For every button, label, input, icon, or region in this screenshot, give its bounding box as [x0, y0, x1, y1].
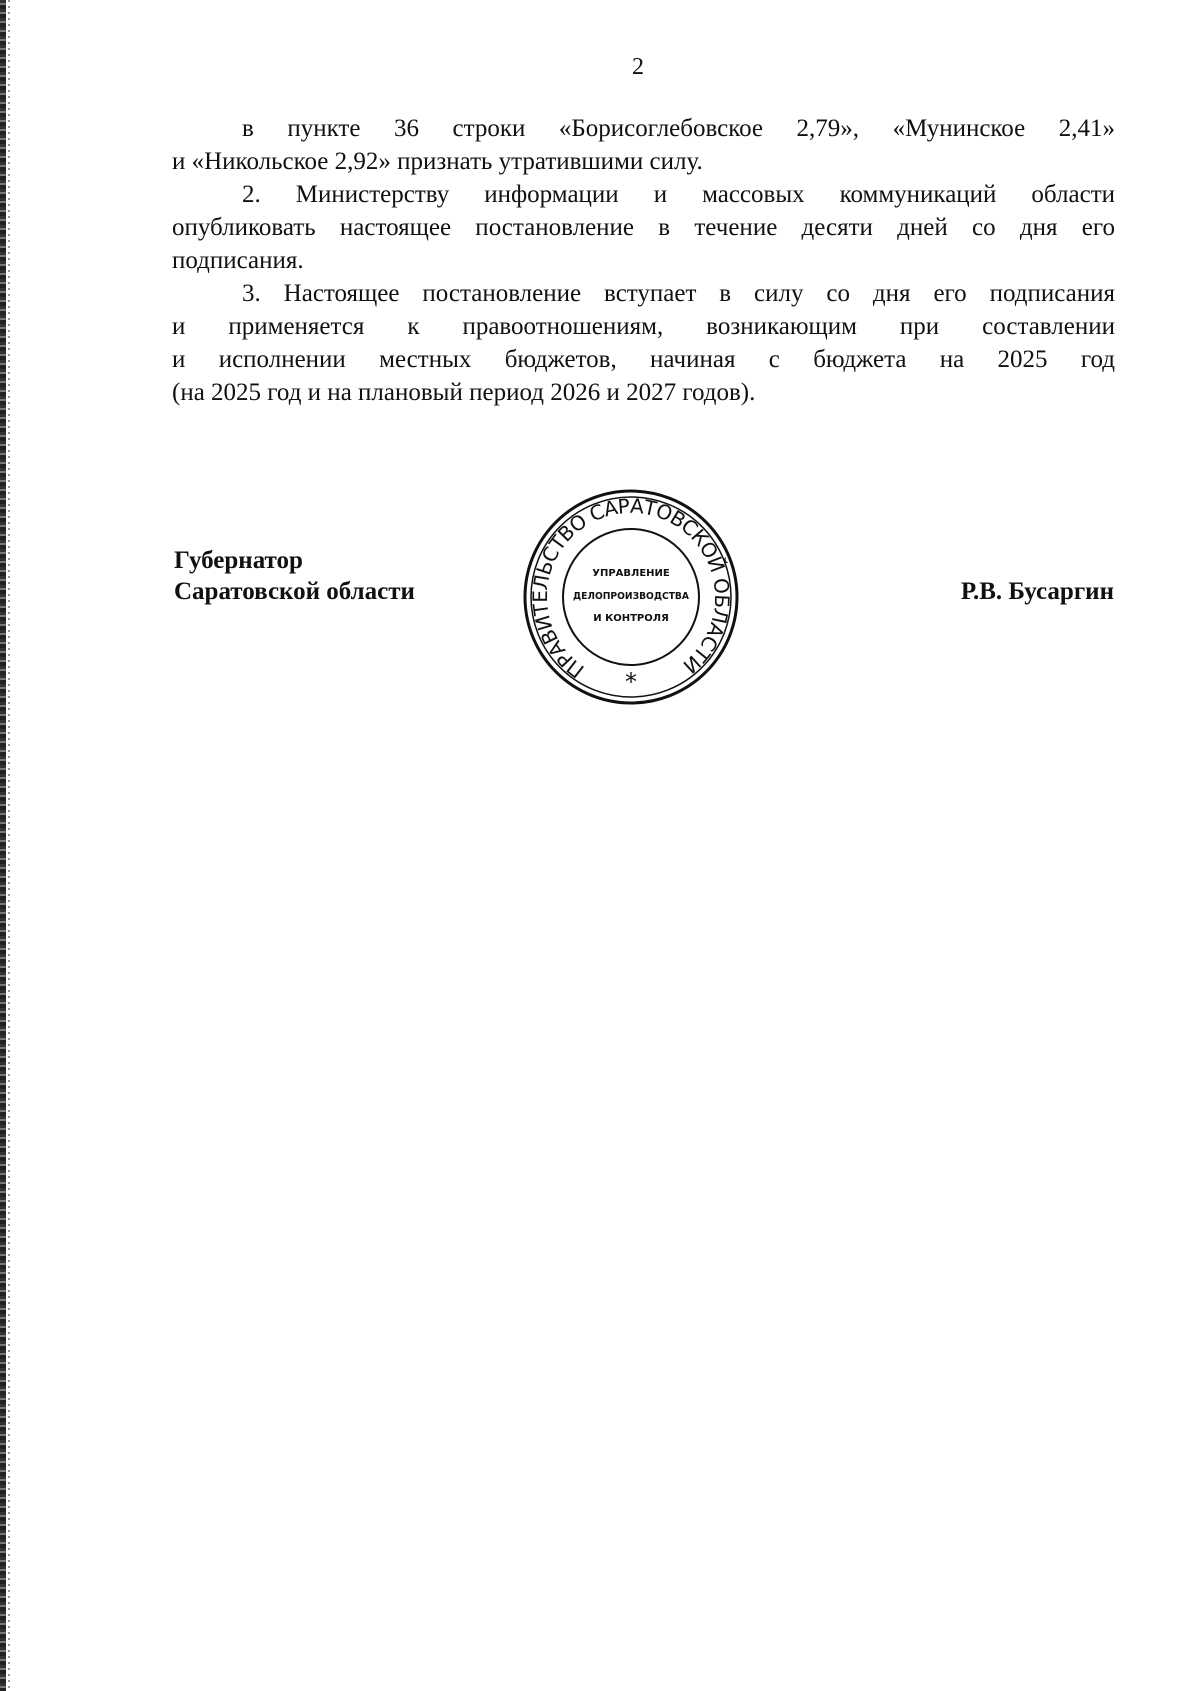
text-line: 3. Настоящее постановление вступает в силу со дня его подписания [242, 280, 1115, 307]
paragraph-3 [172, 277, 1115, 409]
text-line: и «Никольское 2,92» признать утратившими силу. [172, 148, 703, 175]
paragraph-1 [172, 112, 1115, 178]
text-line: (на 2025 год и на плановый период 2026 и 2027 годов). [172, 379, 756, 406]
page-number: 2 [632, 54, 644, 80]
text-line: подписания. [172, 247, 304, 274]
paragraph-2 [172, 178, 1115, 277]
scan-edge-artifact [8, 0, 10, 1691]
official-seal [520, 486, 742, 708]
signatory-position [174, 545, 415, 607]
seal-center-text: УПРАВЛЕНИЕ [592, 568, 670, 579]
seal-center-text: ДЕЛОПРОИЗВОДСТВА [573, 591, 690, 602]
text-line: в пункте 36 строки «Борисоглебовское 2,79», «Мунинское 2,41» [242, 115, 1115, 142]
scan-edge-artifact [0, 0, 6, 1691]
document-body [172, 112, 1115, 409]
text-line: опубликовать настоящее постановление в течение десяти дней со дня его [172, 214, 1115, 241]
text-line: и применяется к правоотношениям, возникающим при составлении [172, 313, 1115, 340]
seal-ring-text: ПРАВИТЕЛЬСТВО САРАТОВСКОЙ ОБЛАСТИ [527, 493, 735, 683]
position-line: Губернатор [174, 547, 303, 574]
text-line: и исполнении местных бюджетов, начиная с бюджета на 2025 год [172, 346, 1115, 373]
seal-star-icon: * [625, 668, 637, 696]
position-line: Саратовской области [174, 578, 415, 605]
seal-center-text: И КОНТРОЛЯ [593, 613, 669, 624]
signatory-name: Р.В. Бусаргин [960, 578, 1114, 605]
text-line: 2. Министерству информации и массовых коммуникаций области [242, 181, 1115, 208]
